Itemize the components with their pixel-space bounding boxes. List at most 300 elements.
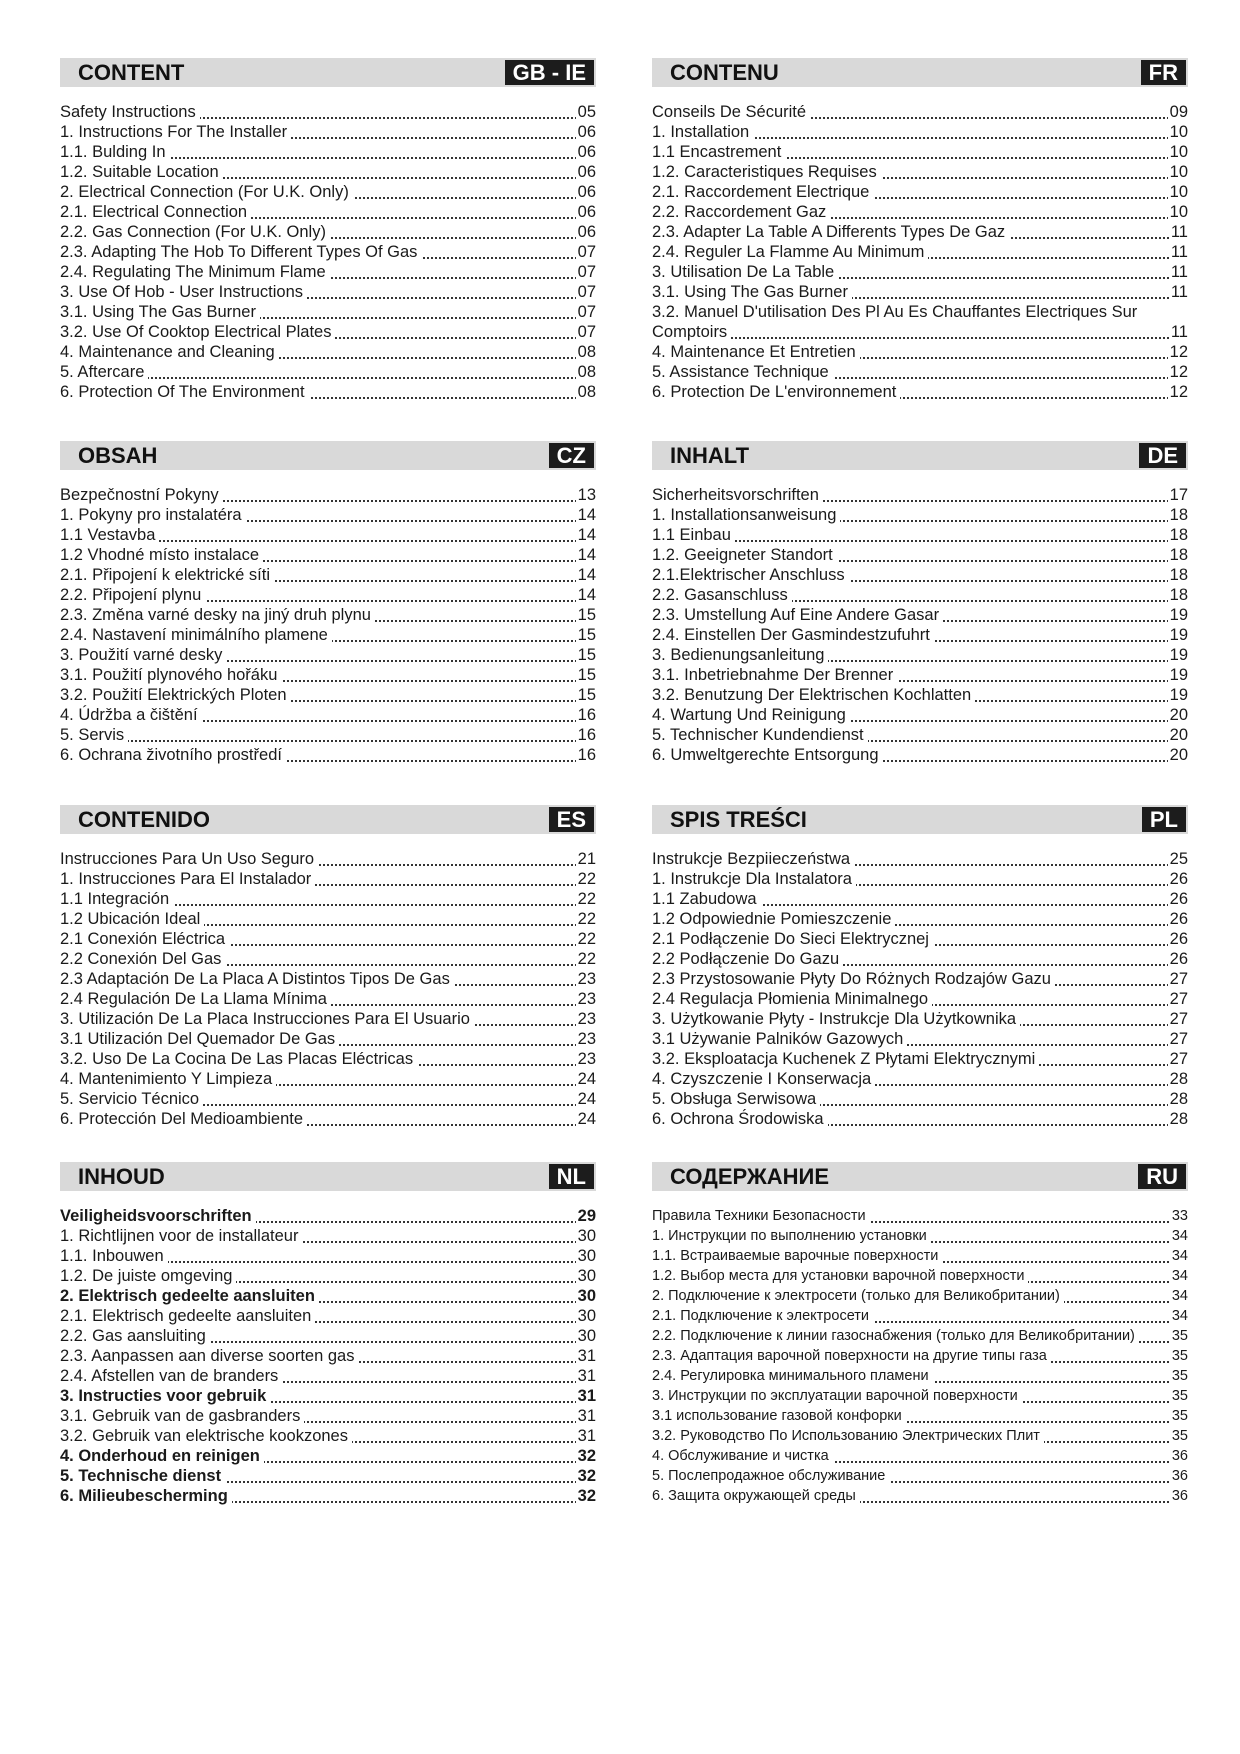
toc-entry-page: 19 [1169, 626, 1188, 644]
toc-entry-page: 08 [577, 343, 596, 361]
toc-entry [60, 1109, 596, 1129]
toc-entry [652, 362, 1188, 382]
toc-list [60, 102, 596, 402]
section-header [60, 1162, 596, 1191]
toc-entry-title: 2. Подключение к электросети (только для Великобритании) [652, 1288, 1064, 1304]
toc-entry [60, 342, 596, 362]
toc-entry-page: 22 [577, 930, 596, 948]
toc-entry-title: 2.1 Conexión Eléctrica [60, 930, 229, 948]
toc-entry [60, 605, 596, 625]
toc-entry-title: 2.3. Aanpassen aan diverse soorten gas [60, 1347, 358, 1365]
toc-entry [60, 182, 596, 202]
toc-entry [652, 1069, 1188, 1089]
toc-entry-page: 18 [1169, 526, 1188, 544]
toc-entry-page: 20 [1169, 706, 1188, 724]
toc-entry-page: 35 [1171, 1368, 1188, 1384]
toc-entry [60, 1326, 596, 1346]
toc-entry-title: 6. Protection De L'environnement [652, 383, 900, 401]
toc-entry-title: 4. Czyszczenie I Konserwacja [652, 1070, 875, 1088]
toc-entry-page: 15 [577, 666, 596, 684]
toc-entry-title: 2.3. Změna varné desky na jiný druh plynu [60, 606, 375, 624]
toc-entry [60, 222, 596, 242]
section-header [60, 441, 596, 470]
toc-entry-title: 4. Údržba a čištění [60, 706, 202, 724]
toc-entry-page: 34 [1171, 1268, 1188, 1284]
toc-entry [652, 969, 1188, 989]
toc-entry-title: 1.2. Выбор места для установки варочной поверхности [652, 1268, 1028, 1284]
section-title: SPIS TREŚCI [670, 807, 807, 832]
toc-entry-title: 1.2 Vhodné místo instalace [60, 546, 263, 564]
toc-entry-title: 3. Použití varné desky [60, 646, 226, 664]
toc-entry-title: 2.2. Gas aansluiting [60, 1327, 210, 1345]
toc-entry-title: 2.4. Nastavení minimálního plamene [60, 626, 332, 644]
toc-entry [652, 1049, 1188, 1069]
toc-entry [60, 1386, 596, 1406]
toc-entry-title: 1.1 Encastrement [652, 143, 785, 161]
toc-entry-page: 35 [1171, 1428, 1188, 1444]
toc-entry [60, 725, 596, 745]
toc-entry [60, 1206, 596, 1226]
toc-entry-title: 1. Instrukcje Dla Instalatora [652, 870, 856, 888]
toc-entry-title: 4. Обслуживание и чистка [652, 1448, 833, 1464]
toc-entry [652, 625, 1188, 645]
toc-entry-title: 4. Wartung Und Reinigung [652, 706, 850, 724]
toc-entry-page: 19 [1169, 606, 1188, 624]
section-title: INHALT [670, 443, 750, 468]
toc-entry-title: 3.1. Použití plynového hořáku [60, 666, 281, 684]
toc-entry-title: 2.4 Regulación De La Llama Mínima [60, 990, 331, 1008]
toc-entry-title: 2.3. Adapting The Hob To Different Types Of Gas [60, 243, 421, 261]
toc-entry-title: 2.2 Conexión Del Gas [60, 950, 225, 968]
toc-entry [652, 222, 1188, 242]
language-code-badge: RU [1138, 1164, 1186, 1189]
toc-entry-page: 36 [1171, 1488, 1188, 1504]
toc-entry [60, 1266, 596, 1286]
toc-entry-page: 26 [1169, 950, 1188, 968]
toc-entry-page: 27 [1169, 970, 1188, 988]
toc-entry [60, 322, 596, 342]
toc-entry-title: 5. Aftercare [60, 363, 148, 381]
toc-entry-page: 35 [1171, 1348, 1188, 1364]
toc-entry [60, 949, 596, 969]
toc-entry [652, 545, 1188, 565]
toc-entry-title: 3. Use Of Hob - User Instructions [60, 283, 307, 301]
toc-list [60, 1206, 596, 1506]
toc-section-de [652, 441, 1188, 765]
language-code-badge: GB - IE [505, 60, 594, 85]
toc-entry [652, 889, 1188, 909]
toc-entry [652, 1366, 1188, 1386]
toc-entry-title: 2.4. Afstellen van de branders [60, 1367, 282, 1385]
toc-entry-page: 12 [1169, 363, 1188, 381]
toc-entry-title: 6. Protection Of The Environment [60, 383, 309, 401]
toc-entry-page: 22 [577, 870, 596, 888]
toc-entry-page: 08 [577, 363, 596, 381]
toc-entry-title: 5. Servis [60, 726, 128, 744]
toc-entry [652, 505, 1188, 525]
toc-entry-page: 31 [577, 1407, 596, 1425]
toc-entry-title: 3.1. Gebruik van de gasbranders [60, 1407, 304, 1425]
toc-entry-title: 1.2. Suitable Location [60, 163, 223, 181]
toc-entry-page: 27 [1169, 990, 1188, 1008]
toc-entry [60, 1486, 596, 1506]
toc-entry [652, 1346, 1188, 1366]
toc-entry [652, 1009, 1188, 1029]
toc-entry-page: 34 [1171, 1308, 1188, 1324]
toc-entry-title: 2. Elektrisch gedeelte aansluiten [60, 1287, 319, 1305]
toc-entry-page: 07 [577, 303, 596, 321]
toc-entry-title: 5. Technischer Kundendienst [652, 726, 868, 744]
toc-entry-page: 05 [577, 103, 596, 121]
toc-entry [652, 1486, 1188, 1506]
toc-entry [652, 1089, 1188, 1109]
toc-list [652, 102, 1188, 402]
toc-entry [60, 382, 596, 402]
toc-entry [60, 1069, 596, 1089]
toc-entry [652, 1109, 1188, 1129]
toc-entry [60, 545, 596, 565]
toc-entry-title: Правила Техники Безопасности [652, 1208, 870, 1224]
toc-entry-page: 11 [1170, 223, 1188, 241]
toc-entry-page: 26 [1169, 910, 1188, 928]
toc-entry-page: 18 [1169, 506, 1188, 524]
toc-entry [60, 122, 596, 142]
toc-entry-title: 3.2. Benutzung Der Elektrischen Kochlatten [652, 686, 975, 704]
toc-entry-page: 30 [577, 1267, 596, 1285]
toc-entry-title: 5. Obsługa Serwisowa [652, 1090, 820, 1108]
toc-entry [652, 282, 1188, 302]
toc-entry-title: 1. Instructions For The Installer [60, 123, 291, 141]
toc-entry-title: 2.2 Podłączenie Do Gazu [652, 950, 843, 968]
toc-entry [60, 1049, 596, 1069]
toc-entry-page: 11 [1170, 243, 1188, 261]
toc-entry-page: 22 [577, 890, 596, 908]
toc-entry-page: 10 [1169, 143, 1188, 161]
language-code-badge: PL [1142, 807, 1186, 832]
section-header [60, 805, 596, 834]
toc-entry [60, 909, 596, 929]
toc-entry-page: 23 [577, 970, 596, 988]
toc-entry-page: 26 [1169, 890, 1188, 908]
toc-entry [60, 1426, 596, 1446]
toc-entry-page: 28 [1169, 1110, 1188, 1128]
toc-entry-page: 30 [577, 1307, 596, 1325]
toc-entry-page: 23 [577, 990, 596, 1008]
toc-section-ru [652, 1162, 1188, 1506]
toc-entry-title: 3.1. Inbetriebnahme Der Brenner [652, 666, 897, 684]
toc-entry-title: 2.4. Reguler La Flamme Au Minimum [652, 243, 928, 261]
toc-entry [652, 989, 1188, 1009]
toc-entry [60, 869, 596, 889]
toc-entry [652, 665, 1188, 685]
toc-entry-page: 26 [1169, 870, 1188, 888]
toc-entry-page: 23 [577, 1010, 596, 1028]
toc-entry-page: 31 [577, 1427, 596, 1445]
toc-entry-page: 34 [1171, 1288, 1188, 1304]
toc-section-es [60, 805, 596, 1129]
toc-entry-page: 18 [1169, 586, 1188, 604]
toc-entry-page: 28 [1169, 1070, 1188, 1088]
toc-entry [652, 202, 1188, 222]
toc-entry [60, 242, 596, 262]
toc-entry-title: 3.1 Używanie Palników Gazowych [652, 1030, 907, 1048]
toc-entry-title: 6. Protección Del Medioambiente [60, 1110, 307, 1128]
toc-entry-page: 16 [577, 746, 596, 764]
toc-entry-title: 5. Послепродажное обслуживание [652, 1468, 889, 1484]
toc-entry-title: 2.4. Regulating The Minimum Flame [60, 263, 330, 281]
toc-list [652, 849, 1188, 1129]
toc-entry [60, 202, 596, 222]
toc-entry-page: 22 [577, 910, 596, 928]
toc-entry [652, 1406, 1188, 1426]
toc-entry [652, 949, 1188, 969]
toc-entry-page: 28 [1169, 1090, 1188, 1108]
toc-entry-title: 1.1. Встраиваемые варочные поверхности [652, 1248, 942, 1264]
toc-list [652, 485, 1188, 765]
toc-entry-page: 19 [1169, 646, 1188, 664]
toc-entry-page: 11 [1170, 283, 1188, 301]
toc-entry-page: 14 [577, 526, 596, 544]
toc-entry [652, 745, 1188, 765]
toc-entry-title: 3.2. Eksploatacja Kuchenek Z Płytami Elektrycznymi [652, 1050, 1039, 1068]
toc-entry-title: 6. Защита окружающей среды [652, 1488, 860, 1504]
toc-entry [652, 302, 1188, 342]
toc-entry-page: 09 [1169, 103, 1188, 121]
toc-entry-title: 1.1. Inbouwen [60, 1247, 168, 1265]
toc-entry [60, 1446, 596, 1466]
section-header [652, 805, 1188, 834]
toc-entry-page: 14 [577, 506, 596, 524]
toc-entry [60, 665, 596, 685]
toc-entry-page: 30 [577, 1327, 596, 1345]
toc-entry-title: 2.3. Адаптация варочной поверхности на другие типы газа [652, 1348, 1051, 1364]
toc-entry-page: 26 [1169, 930, 1188, 948]
toc-entry-title: 6. Ochrona Środowiska [652, 1110, 828, 1128]
toc-entry-title: 5. Technische dienst [60, 1467, 225, 1485]
toc-entry-page: 25 [1169, 850, 1188, 868]
toc-entry-title: 4. Maintenance and Cleaning [60, 343, 279, 361]
toc-entry-title: 1. Installation [652, 123, 753, 141]
toc-entry-title: 2.3 Przystosowanie Płyty Do Różnych Rodzajów Gazu [652, 970, 1055, 988]
toc-section-pl [652, 805, 1188, 1129]
toc-entry [60, 969, 596, 989]
toc-entry-title: 4. Maintenance Et Entretien [652, 343, 860, 361]
toc-entry-page: 11 [1170, 263, 1188, 281]
toc-entry [652, 142, 1188, 162]
toc-list [60, 849, 596, 1129]
toc-entry-title: 1.2. De juiste omgeving [60, 1267, 236, 1285]
toc-entry-title: 3.2. Руководство По Использованию Электрических Плит [652, 1428, 1044, 1444]
toc-entry [652, 1426, 1188, 1446]
toc-entry-title: 2.1. Připojení k elektrické síti [60, 566, 274, 584]
toc-entry-page: 36 [1171, 1448, 1188, 1464]
toc-entry-title: 2.2. Raccordement Gaz [652, 203, 830, 221]
toc-entry [60, 362, 596, 382]
toc-entry-page: 24 [577, 1070, 596, 1088]
toc-entry-title: 2.1. Подключение к электросети [652, 1308, 873, 1324]
toc-entry [652, 725, 1188, 745]
toc-entry-title: Conseils De Sécurité [652, 103, 810, 121]
toc-entry [652, 485, 1188, 505]
dot-leader [60, 740, 596, 742]
toc-entry [652, 685, 1188, 705]
section-title: INHOUD [78, 1164, 165, 1189]
toc-entry [60, 525, 596, 545]
toc-entry [652, 382, 1188, 402]
toc-entry [60, 1029, 596, 1049]
toc-entry-title: 2.1 Podłączenie Do Sieci Elektrycznej [652, 930, 933, 948]
toc-entry-page: 15 [577, 606, 596, 624]
toc-entry-page: 16 [577, 726, 596, 744]
toc-entry-page: 21 [577, 850, 596, 868]
toc-entry [652, 1206, 1188, 1226]
toc-entry-title: 3.2. Gebruik van elektrische kookzones [60, 1427, 352, 1445]
toc-entry-page: 30 [577, 1247, 596, 1265]
toc-entry [60, 989, 596, 1009]
toc-entry-title: 2.3. Adapter La Table A Differents Types De Gaz [652, 223, 1009, 241]
toc-entry-page: 29 [577, 1207, 596, 1225]
toc-entry-title: 3.2. Manuel D'utilisation Des Pl Au Es Chauffantes Electriques Sur Comptoirs [652, 303, 1138, 341]
toc-entry-title: 3. Bedienungsanleitung [652, 646, 828, 664]
toc-entry [652, 1466, 1188, 1486]
toc-section-cz [60, 441, 596, 765]
toc-entry [60, 1406, 596, 1426]
toc-entry-page: 06 [577, 123, 596, 141]
toc-entry-page: 36 [1171, 1468, 1188, 1484]
toc-entry-page: 31 [577, 1387, 596, 1405]
toc-entry-title: 2. Electrical Connection (For U.K. Only) [60, 183, 353, 201]
toc-entry-page: 07 [577, 243, 596, 261]
toc-entry [652, 162, 1188, 182]
toc-entry-title: Veiligheidsvoorschriften [60, 1207, 256, 1225]
toc-entry [652, 1286, 1188, 1306]
toc-entry-title: 6. Umweltgerechte Entsorgung [652, 746, 883, 764]
toc-entry [60, 1246, 596, 1266]
toc-entry [60, 102, 596, 122]
language-code-badge: NL [549, 1164, 594, 1189]
toc-entry-title: Safety Instructions [60, 103, 200, 121]
toc-entry [652, 869, 1188, 889]
toc-entry-title: 3.2. Use Of Cooktop Electrical Plates [60, 323, 335, 341]
toc-entry-page: 10 [1169, 203, 1188, 221]
toc-entry-page: 32 [577, 1447, 596, 1465]
toc-entry-title: 2.4. Einstellen Der Gasmindestzufuhrt [652, 626, 934, 644]
toc-entry-page: 06 [577, 223, 596, 241]
toc-entry [60, 162, 596, 182]
toc-entry-page: 07 [577, 263, 596, 281]
toc-entry [60, 302, 596, 322]
toc-entry-title: 2.3 Adaptación De La Placa A Distintos Tipos De Gas [60, 970, 454, 988]
toc-entry [652, 1226, 1188, 1246]
toc-entry-page: 15 [577, 686, 596, 704]
toc-entry-page: 06 [577, 203, 596, 221]
toc-entry [652, 585, 1188, 605]
toc-entry-page: 12 [1169, 383, 1188, 401]
toc-entry-page: 07 [577, 323, 596, 341]
toc-entry-title: 1. Инструкции по выполнению установки [652, 1228, 931, 1244]
toc-entry-page: 10 [1169, 183, 1188, 201]
toc-list [60, 485, 596, 765]
toc-entry-title: 2.2. Připojení plynu [60, 586, 205, 604]
toc-entry [652, 262, 1188, 282]
toc-entry-title: 3.1 использование газовой конфорки [652, 1408, 906, 1424]
toc-entry-page: 23 [577, 1050, 596, 1068]
toc-section-fr [652, 58, 1188, 402]
toc-entry [60, 505, 596, 525]
toc-entry [652, 705, 1188, 725]
toc-entry [652, 1266, 1188, 1286]
toc-entry-page: 32 [577, 1487, 596, 1505]
toc-entry [60, 849, 596, 869]
toc-entry-page: 20 [1169, 746, 1188, 764]
toc-entry-page: 27 [1169, 1030, 1188, 1048]
toc-entry [60, 1466, 596, 1486]
toc-entry [60, 262, 596, 282]
toc-entry [652, 565, 1188, 585]
toc-entry-title: 3. Utilisation De La Table [652, 263, 838, 281]
section-header [652, 58, 1188, 87]
toc-entry-title: 1.2 Ubicación Ideal [60, 910, 204, 928]
toc-entry-page: 19 [1169, 666, 1188, 684]
toc-entry [60, 1089, 596, 1109]
toc-entry-title: 1. Installationsanweisung [652, 506, 840, 524]
toc-entry-title: 1. Instrucciones Para El Instalador [60, 870, 315, 888]
language-code-badge: FR [1141, 60, 1186, 85]
toc-entry [652, 242, 1188, 262]
toc-entry-title: 4. Mantenimiento Y Limpieza [60, 1070, 276, 1088]
toc-entry-title: 4. Onderhoud en reinigen [60, 1447, 264, 1465]
toc-entry-page: 14 [577, 586, 596, 604]
toc-entry-title: 2.2. Подключение к линии газоснабжения (только для Великобритании) [652, 1328, 1139, 1344]
toc-entry-title: 3.2. Použití Elektrických Ploten [60, 686, 291, 704]
toc-entry-page: 06 [577, 163, 596, 181]
toc-entry-page: 14 [577, 546, 596, 564]
toc-entry-title: 3. Użytkowanie Płyty - Instrukcje Dla Użytkownika [652, 1010, 1020, 1028]
toc-entry-page: 30 [577, 1227, 596, 1245]
toc-entry [60, 745, 596, 765]
toc-entry-page: 17 [1169, 486, 1188, 504]
toc-entry [60, 142, 596, 162]
toc-entry [60, 585, 596, 605]
dot-leader [652, 337, 1188, 339]
toc-entry-page: 32 [577, 1467, 596, 1485]
toc-entry-page: 31 [577, 1347, 596, 1365]
toc-entry [60, 282, 596, 302]
toc-entry-title: 2.2. Gasanschluss [652, 586, 792, 604]
toc-entry-page: 20 [1169, 726, 1188, 744]
toc-entry-page: 16 [577, 706, 596, 724]
toc-section-gb-ie [60, 58, 596, 402]
toc-entry-page: 18 [1169, 546, 1188, 564]
toc-entry [60, 705, 596, 725]
language-code-badge: CZ [549, 443, 594, 468]
toc-entry-page: 27 [1169, 1050, 1188, 1068]
toc-entry-page: 15 [577, 626, 596, 644]
toc-entry [652, 929, 1188, 949]
toc-entry-page: 27 [1169, 1010, 1188, 1028]
toc-entry-title: 1.1. Bulding In [60, 143, 170, 161]
toc-entry-title: 1. Pokyny pro instalatéra [60, 506, 246, 524]
toc-entry-title: 1.1 Zabudowa [652, 890, 761, 908]
toc-list [652, 1206, 1188, 1506]
toc-entry [60, 645, 596, 665]
toc-entry [60, 685, 596, 705]
toc-entry-page: 06 [577, 183, 596, 201]
toc-entry-title: 2.3. Umstellung Auf Eine Andere Gasar [652, 606, 943, 624]
toc-entry-title: 2.2. Gas Connection (For U.K. Only) [60, 223, 330, 241]
toc-entry-page: 18 [1169, 566, 1188, 584]
toc-entry [60, 929, 596, 949]
